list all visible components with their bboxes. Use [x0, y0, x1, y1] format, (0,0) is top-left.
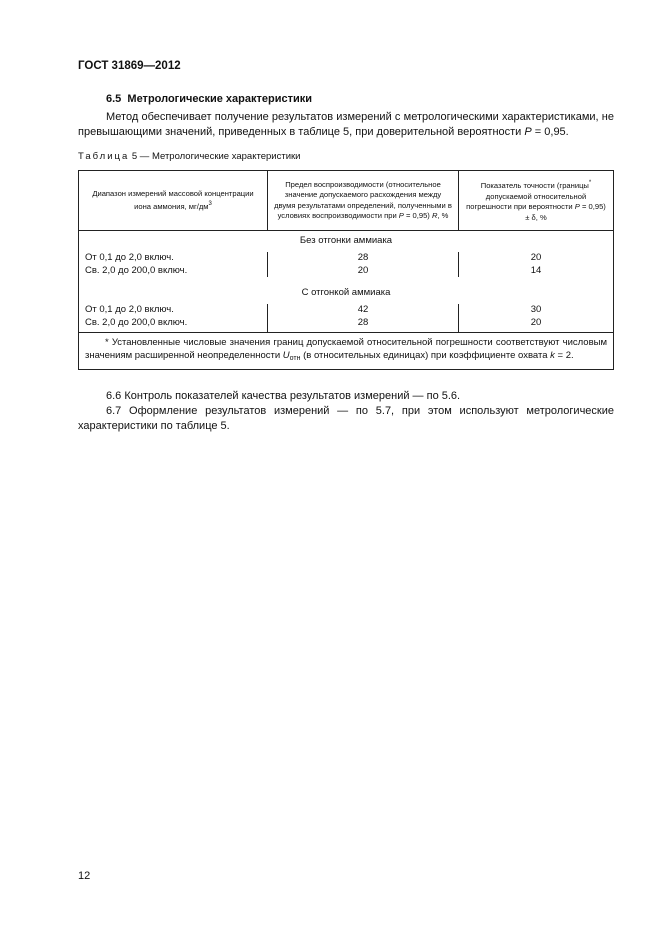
table-caption-text: 5 — Метрологические характеристики — [129, 151, 301, 162]
group-title: С отгонкой аммиака — [79, 277, 614, 304]
paragraphs-6-6-6-7 — [78, 389, 614, 434]
cell-delta: 20 — [459, 252, 614, 265]
cell-range: Св. 2,0 до 200,0 включ. — [79, 317, 268, 333]
group-title-row — [79, 277, 614, 304]
header-accuracy: Показатель точности (границы* допускаемой относительной погрешности при вероятности P = 0,95) ± δ, % — [459, 171, 614, 231]
cell-range: От 0,1 до 2,0 включ. — [79, 304, 268, 317]
table-caption — [78, 151, 300, 162]
table-row — [79, 252, 614, 265]
metrology-table — [78, 170, 614, 370]
table-footnote-row — [79, 333, 614, 370]
table-row — [79, 304, 614, 317]
table-row — [79, 265, 614, 278]
cell-range: От 0,1 до 2,0 включ. — [79, 252, 268, 265]
section-title: Метрологические характеристики — [127, 93, 313, 105]
paragraph-6-7: 6.7 Оформление результатов измерений — по 5.7, при этом используют метрологические характеристики по таблице 5. — [78, 405, 614, 432]
page-number: 12 — [78, 870, 91, 882]
section-number: 6.5 — [106, 93, 122, 105]
table-caption-prefix: Таблица — [78, 151, 130, 162]
cell-range: Св. 2,0 до 200,0 включ. — [79, 265, 268, 278]
cell-R: 20 — [268, 265, 459, 278]
cell-delta: 14 — [459, 265, 614, 278]
paragraph-6-6: 6.6 Контроль показателей качества результатов измерений — по 5.6. — [106, 390, 461, 402]
section-heading — [106, 93, 312, 105]
cell-R: 28 — [268, 317, 459, 333]
document-header: ГОСТ 31869—2012 — [78, 60, 181, 72]
cell-R: 28 — [268, 252, 459, 265]
group-title-row — [79, 231, 614, 253]
header-range: Диапазон измерений массовой концентрации иона аммония, $мг/дм^3$ — [79, 171, 268, 231]
cell-delta: 30 — [459, 304, 614, 317]
header-reproducibility: Предел воспроизводимости (относительное значение допускаемого расхождения между двумя результатами определений, полученными в условиях воспроизводимости при P = 0,95) R, % — [268, 171, 459, 231]
cell-delta: 20 — [459, 317, 614, 333]
table-footnote: * Установленные числовые значения границ допускаемой относительной погрешности соответствуют числовым значениям расширенной неопределенности $U_{отн}$ (в относительных единицах) при коэффициенте охвата k = 2. — [79, 333, 614, 370]
group-title: Без отгонки аммиака — [79, 231, 614, 253]
intro-paragraph: Метод обеспечивает получение результатов измерений с метрологическими характеристиками, не превышающими значений, приведенных в таблице 5, при доверительной вероятности P = 0,95. — [78, 111, 614, 138]
table-row — [79, 317, 614, 333]
cell-R: 42 — [268, 304, 459, 317]
table-header-row — [79, 171, 614, 231]
